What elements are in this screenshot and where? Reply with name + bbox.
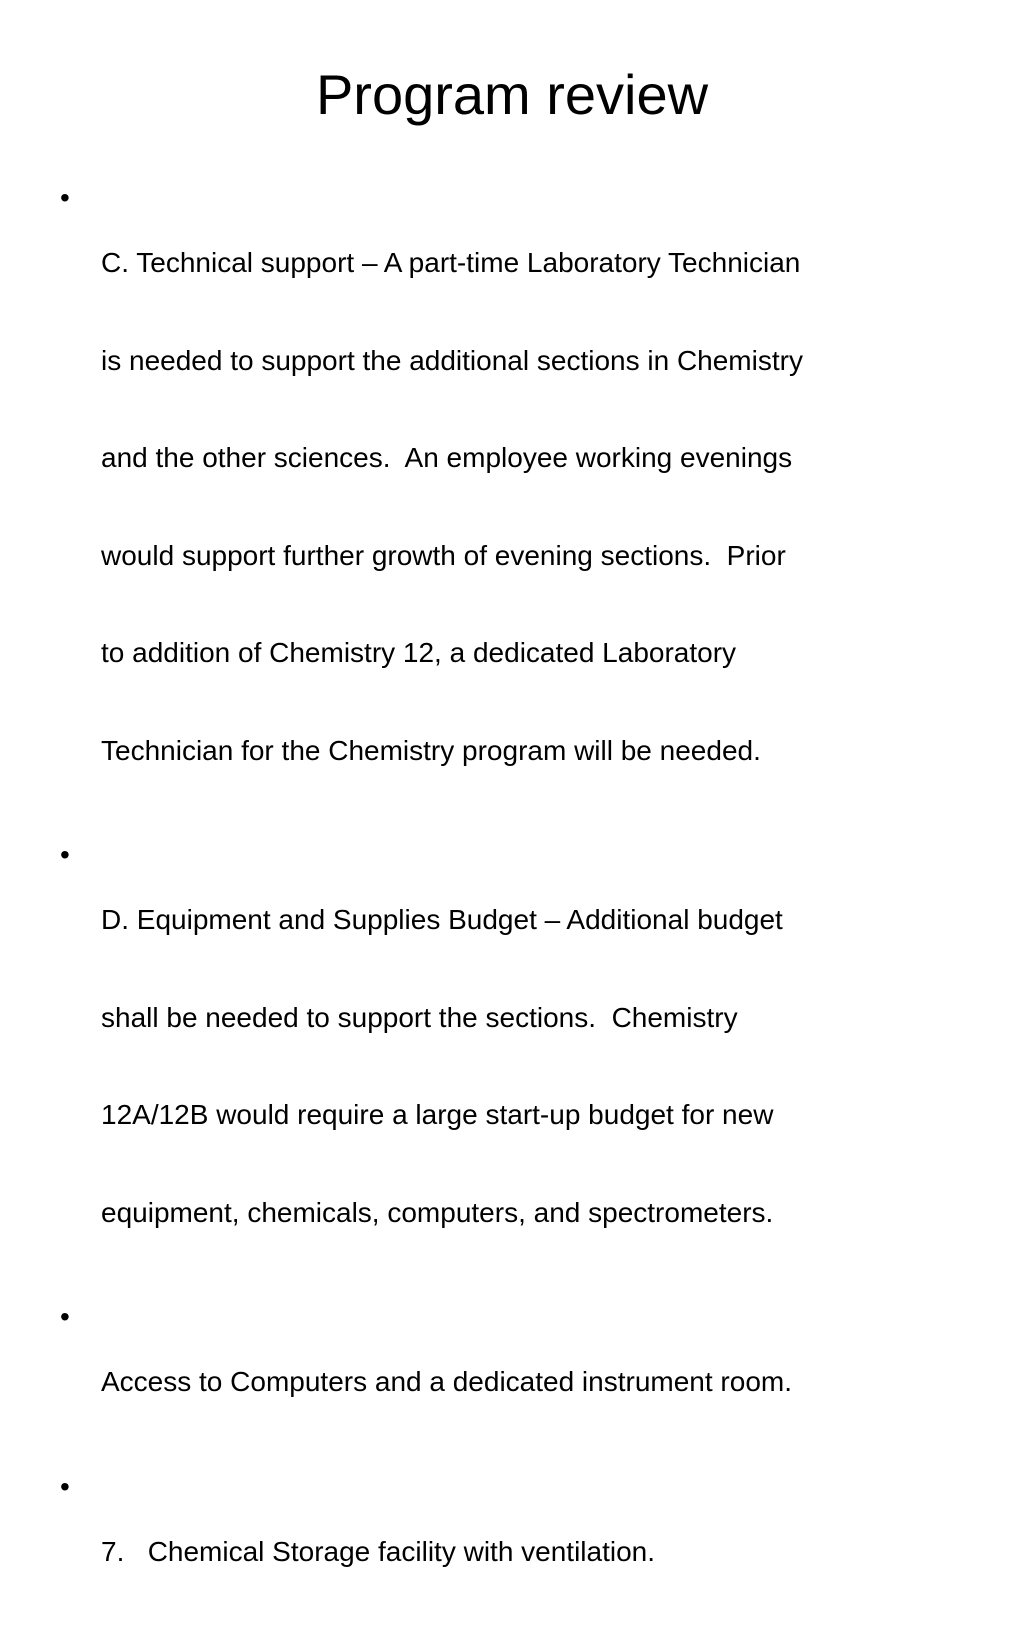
bullet-item-technical-support xyxy=(56,182,976,832)
bullet-item-chemical-storage xyxy=(56,1471,976,1634)
bullet-line: 12A/12B would require a large start-up budget for new xyxy=(101,1099,774,1130)
bullet-line: to addition of Chemistry 12, a dedicated Laboratory xyxy=(101,637,737,668)
bullet-line: shall be needed to support the sections. Chemistry xyxy=(101,1001,738,1033)
bullet-text xyxy=(101,182,976,832)
bullet-line: Access to Computers and a dedicated instrument room. xyxy=(101,1366,793,1397)
bullet-text xyxy=(101,839,976,1294)
bullet-marker: • xyxy=(60,1301,70,1332)
bullet-marker: • xyxy=(60,839,70,870)
bullet-line: C. Technical support – A part-time Laboratory Technician xyxy=(101,247,801,278)
bullet-text xyxy=(101,1471,976,1634)
bullet-line: 7. Chemical Storage facility with ventilation. xyxy=(101,1535,656,1567)
bullet-line: equipment, chemicals, computers, and spectrometers. xyxy=(101,1196,774,1228)
bullet-item-computer-access xyxy=(56,1301,976,1464)
bullet-line: would support further growth of evening sections. Prior xyxy=(101,539,786,571)
bullet-line: Technician for the Chemistry program will be needed. xyxy=(101,734,761,766)
bullet-line: is needed to support the additional sections in Chemistry xyxy=(101,344,803,376)
bullet-text xyxy=(101,1301,976,1464)
bullet-line: and the other sciences. An employee working evenings xyxy=(101,442,793,473)
bullet-list xyxy=(56,182,976,1640)
bullet-item-equipment-budget xyxy=(56,839,976,1294)
bullet-line: D. Equipment and Supplies Budget – Additional budget xyxy=(101,904,783,935)
bullet-marker: • xyxy=(60,1470,70,1502)
bullet-marker: • xyxy=(60,182,70,213)
slide-title: Program review xyxy=(315,63,709,126)
